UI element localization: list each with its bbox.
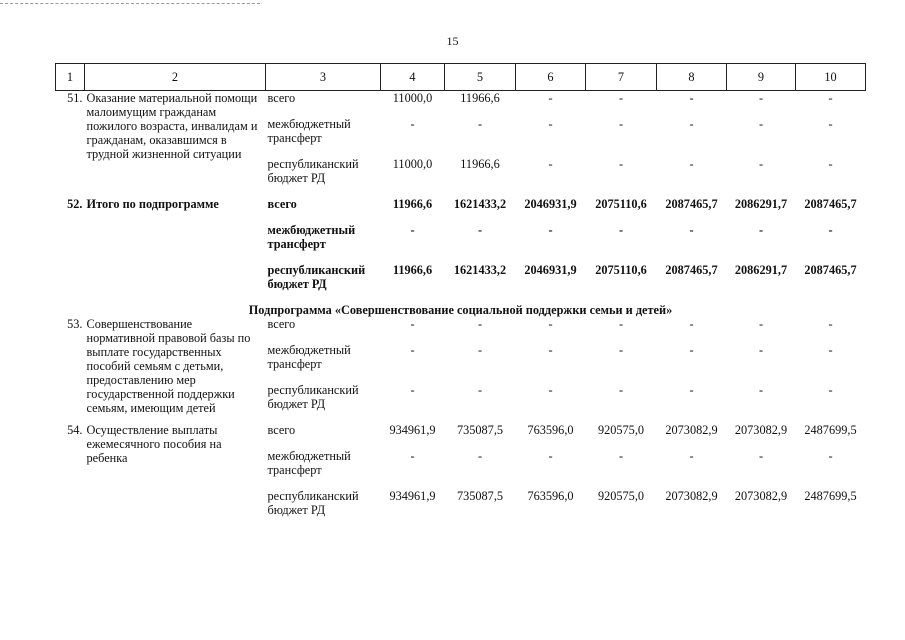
value-cell: - [618,91,624,105]
value-cell: - [410,222,415,237]
row-title: Итого по подпрограмме [86,196,219,211]
value-cell: - [689,116,694,131]
value-cell: 1621433,2 [453,196,507,211]
value-cell: - [477,342,483,357]
value-cell: 2087465,7 [804,196,857,211]
value-cell: 11000,0 [392,91,433,105]
table-row [56,197,866,223]
value-cell: - [618,116,624,131]
funding-source: всего [267,422,296,437]
value-cell: - [618,342,624,357]
value-cell: 2086291,7 [734,196,788,211]
value-cell: - [548,382,553,397]
value-cell: - [828,116,833,131]
value-cell: 2073082,9 [665,488,718,503]
row-title: Осуществление выплаты ежемесячного пособия на ребенка [86,422,222,465]
value-cell: - [828,316,833,331]
value-cell: 2073082,9 [734,488,788,503]
value-cell: 735087,5 [456,422,504,437]
value-cell: - [689,222,694,237]
value-cell: 2087465,7 [665,196,718,211]
value-cell: - [758,116,764,131]
value-cell: 2487699,5 [804,422,857,437]
value-cell: - [689,382,694,397]
funding-source: всего [267,91,296,105]
value-cell: - [548,116,553,131]
value-cell: - [689,342,694,357]
value-cell: - [548,316,553,331]
value-cell: - [618,316,624,331]
col-header-5: 5 [445,64,516,91]
value-cell: 2075110,6 [595,196,647,211]
col-header-1: 1 [56,64,85,91]
value-cell: 920575,0 [597,488,645,503]
value-cell: 934961,9 [389,488,436,503]
value-cell: - [758,448,764,463]
col-header-9: 9 [727,64,796,91]
col-header-10: 10 [796,64,866,91]
table-body [56,91,866,529]
value-cell: - [828,156,833,171]
header-row [56,64,866,91]
value-cell: 2073082,9 [734,422,788,437]
value-cell: - [758,156,764,171]
funding-source: всего [267,196,297,211]
budget-table [55,63,866,529]
value-cell: 11966,6 [392,262,433,277]
value-cell: 2086291,7 [734,262,788,277]
value-cell: 920575,0 [597,422,645,437]
value-cell: - [618,156,624,171]
value-cell: 11966,6 [460,156,500,171]
funding-source: межбюджетный трансферт [267,222,356,251]
funding-source: республиканский бюджет РД [267,262,366,291]
table-row [56,317,866,343]
scan-top-rule [0,3,260,4]
value-cell: - [548,342,553,357]
value-cell: - [477,382,483,397]
funding-source: межбюджетный трансферт [267,116,351,145]
value-cell: 934961,9 [389,422,436,437]
value-cell: - [828,382,833,397]
section-row [56,303,866,317]
value-cell: 2087465,7 [665,262,718,277]
value-cell: 2487699,5 [804,488,857,503]
value-cell: 11966,6 [460,91,500,105]
value-cell: - [828,448,833,463]
value-cell: - [689,91,694,105]
funding-source: межбюджетный трансферт [267,342,351,371]
row-title: Совершенствование нормативной правовой базы по выплате государственных пособий семьям с детьми, предоставлению мер государственной поддержки семьям, имеющим детей [86,316,251,415]
value-cell: - [758,316,764,331]
value-cell: 2075110,6 [595,262,647,277]
value-cell: - [477,316,483,331]
value-cell: - [758,342,764,357]
value-cell: - [410,382,415,397]
value-cell: - [618,382,624,397]
value-cell: - [618,448,624,463]
funding-source: межбюджетный трансферт [267,448,351,477]
value-cell: - [548,222,553,237]
value-cell: - [828,342,833,357]
value-cell: 2046931,9 [524,196,577,211]
row-title: Оказание материальной помощи малоимущим гражданам пожилого возраста, инвалидам и гражданам, оказавшимся в трудной жизненной ситуации [86,91,258,161]
funding-source: республиканский бюджет РД [267,488,359,517]
value-cell: - [410,342,415,357]
col-header-4: 4 [381,64,445,91]
value-cell: 735087,5 [456,488,504,503]
value-cell: 11966,6 [392,196,433,211]
value-cell: - [689,156,694,171]
col-header-2: 2 [85,64,266,91]
value-cell: - [828,91,833,105]
row-number: 53. [67,316,83,331]
row-number: 51. [67,91,83,105]
col-header-7: 7 [586,64,657,91]
section-title: Подпрограмма «Совершенствование социальной поддержки семьи и детей» [248,302,673,317]
value-cell: - [410,316,415,331]
col-header-6: 6 [516,64,586,91]
row-number: 54. [67,422,83,437]
value-cell: - [689,316,694,331]
table-row [56,91,866,117]
col-header-8: 8 [657,64,727,91]
value-cell: 763596,0 [527,422,574,437]
funding-source: республиканский бюджет РД [267,156,359,185]
value-cell: - [410,448,415,463]
row-number: 52. [67,196,83,211]
value-cell: - [477,448,483,463]
value-cell: 2087465,7 [804,262,857,277]
value-cell: - [548,91,553,105]
value-cell: - [828,222,833,237]
value-cell: 2073082,9 [665,422,718,437]
value-cell: - [758,382,764,397]
value-cell: - [548,156,553,171]
funding-source: республиканский бюджет РД [267,382,359,411]
value-cell: 11000,0 [392,156,433,171]
value-cell: - [618,222,624,237]
value-cell: - [758,222,764,237]
value-cell: - [689,448,694,463]
page-number: 15 [446,34,459,48]
value-cell: - [477,116,483,131]
value-cell: - [410,116,415,131]
value-cell: 763596,0 [527,488,574,503]
value-cell: - [477,222,483,237]
value-cell: 2046931,9 [524,262,577,277]
value-cell: - [548,448,553,463]
funding-source: всего [267,316,296,331]
value-cell: - [758,91,764,105]
table-row [56,423,866,449]
value-cell: 1621433,2 [453,262,507,277]
col-header-3: 3 [266,64,381,91]
